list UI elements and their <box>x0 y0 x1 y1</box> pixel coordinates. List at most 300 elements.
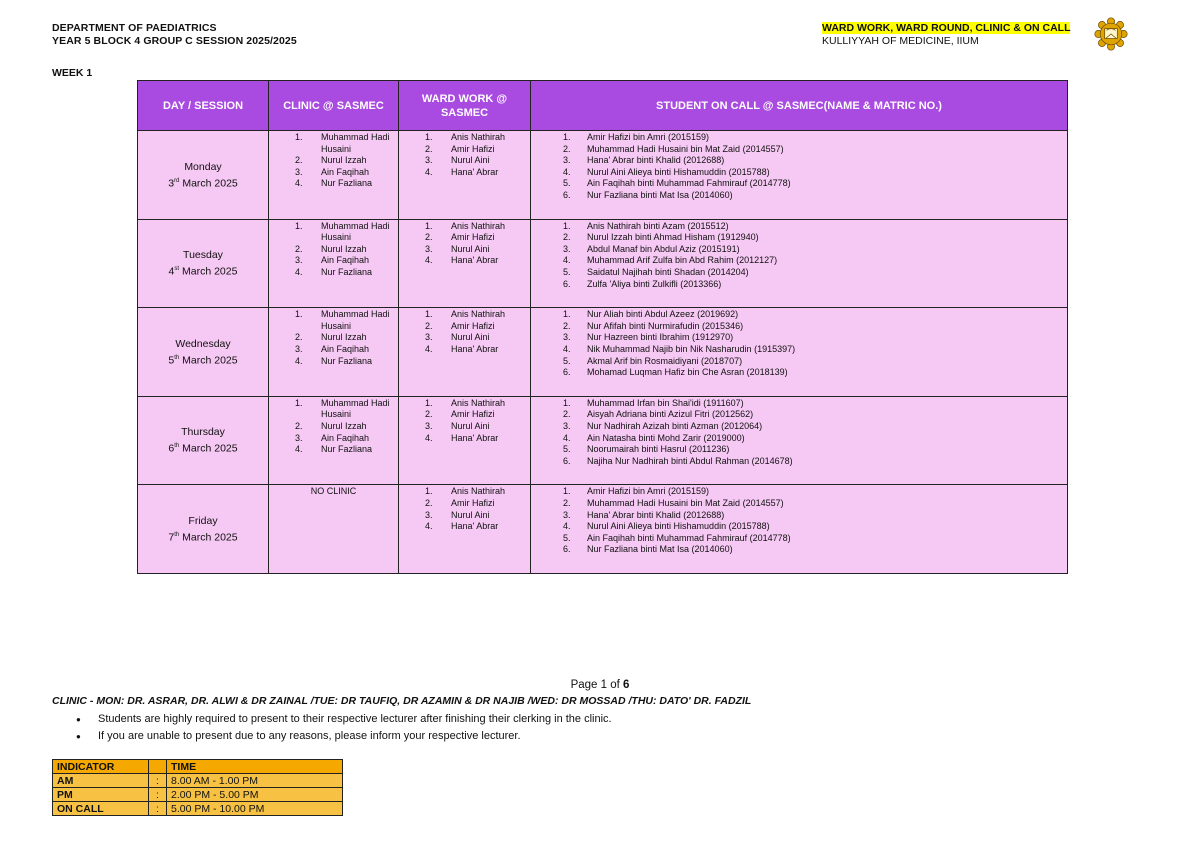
student-name: Anis Nathirah <box>451 486 506 497</box>
list-number: 4. <box>563 521 571 532</box>
indicator-row <box>53 802 343 816</box>
list-item <box>425 398 530 410</box>
list-item <box>563 255 1067 267</box>
student-name: Ain Faqihah binti Muhammad Fahmirauf (2014778) <box>587 532 791 543</box>
name-list <box>399 220 530 267</box>
list-item <box>563 332 1067 344</box>
list-item <box>563 267 1067 279</box>
list-number: 6. <box>563 544 571 555</box>
iium-crest-icon <box>1093 16 1129 52</box>
day-name: Tuesday <box>183 249 223 262</box>
page-number <box>0 679 1200 691</box>
list-number: 4. <box>425 343 433 354</box>
list-number: 1. <box>295 220 303 231</box>
time-header: TIME <box>167 760 343 774</box>
student-name: Muhammad Hadi Husaini bin Mat Zaid (2014557) <box>587 497 784 508</box>
name-list <box>531 485 1067 556</box>
name-list <box>531 220 1067 291</box>
clinic-lecturers-note: CLINIC - MON: DR. ASRAR, DR. ALWI & DR ZAINAL /TUE: DR TAUFIQ, DR AZAMIN & DR NAJIB /WED: DR MOSSAD /THU: DATO' DR. FADZIL <box>52 695 752 707</box>
indicator-table <box>52 759 343 816</box>
student-name: Muhammad Arif Zulfa bin Abd Rahim (2012127) <box>587 255 778 266</box>
list-item <box>563 456 1067 468</box>
list-number: 1. <box>295 309 303 320</box>
clinic-cell <box>269 308 399 397</box>
list-number: 4. <box>295 266 303 277</box>
date-suffix: th <box>174 443 180 450</box>
student-name: Nurul Izzah <box>321 332 367 343</box>
student-name: Muhammad Hadi Husaini <box>321 132 390 154</box>
indicator-colon: : <box>149 802 167 816</box>
list-item <box>425 309 530 321</box>
list-item <box>295 132 398 155</box>
list-item <box>295 155 398 167</box>
list-number: 4. <box>425 432 433 443</box>
date-suffix: rd <box>174 177 180 184</box>
list-number: 1. <box>425 309 433 320</box>
instructions-list <box>76 711 612 745</box>
list-item <box>295 444 398 456</box>
day-date <box>138 174 268 191</box>
list-number: 1. <box>563 132 571 142</box>
list-number: 3. <box>563 332 571 343</box>
list-item <box>425 498 530 510</box>
on-call-cell <box>531 396 1068 485</box>
list-number: 3. <box>563 509 571 520</box>
student-name: Nik Muhammad Najib bin Nik Nasharudin (1915397) <box>587 343 796 354</box>
list-item <box>295 255 398 267</box>
clinic-cell <box>269 485 399 574</box>
day-cell <box>138 131 269 220</box>
student-name: Nur Fazliana <box>321 266 373 277</box>
student-name: Anis Nathirah <box>451 220 506 231</box>
col-header-on-call: STUDENT ON CALL @ SASMEC(NAME & MATRIC NO.) <box>531 81 1068 131</box>
student-name: Mohamad Luqman Hafiz bin Che Asran (2018139) <box>587 367 788 378</box>
indicator-colon: : <box>149 788 167 802</box>
list-item <box>295 344 398 356</box>
student-name: Nur Fazliana binti Mat Isa (2014060) <box>587 189 733 200</box>
list-item <box>563 521 1067 533</box>
list-number: 1. <box>425 220 433 231</box>
list-item <box>425 433 530 445</box>
list-number: 6. <box>563 189 571 200</box>
col-header-clinic: CLINIC @ SASMEC <box>269 81 399 131</box>
col-header-ward: WARD WORK @ SASMEC <box>399 81 531 131</box>
table-row <box>138 485 1068 574</box>
list-number: 3. <box>563 243 571 254</box>
list-item <box>563 232 1067 244</box>
list-item <box>295 167 398 179</box>
day-cell <box>138 485 269 574</box>
student-name: Nurul Aini <box>451 509 490 520</box>
list-item <box>425 332 530 344</box>
indicator-time: 2.00 PM - 5.00 PM <box>167 788 343 802</box>
list-item <box>425 486 530 498</box>
list-number: 3. <box>425 243 433 254</box>
list-number: 2. <box>563 320 571 331</box>
day-date <box>138 528 268 545</box>
name-list <box>531 397 1067 468</box>
list-item <box>563 321 1067 333</box>
student-name: Hana' Abrar <box>451 432 499 443</box>
kulliyyah-title: KULLIYYAH OF MEDICINE, IIUM <box>822 35 979 47</box>
on-call-cell <box>531 485 1068 574</box>
list-item <box>563 309 1067 321</box>
list-number: 3. <box>295 166 303 177</box>
date-month: March 2025 <box>179 531 238 544</box>
name-list <box>269 308 398 367</box>
name-list <box>531 131 1067 202</box>
on-call-cell <box>531 131 1068 220</box>
on-call-cell <box>531 219 1068 308</box>
col-header-day: DAY / SESSION <box>138 81 269 131</box>
clinic-cell <box>269 131 399 220</box>
list-item <box>563 167 1067 179</box>
indicator-row <box>53 774 343 788</box>
student-name: Hana' Abrar <box>451 521 499 532</box>
list-item <box>295 267 398 279</box>
student-name: Saidatul Najihah binti Shadan (2014204) <box>587 266 749 277</box>
list-number: 6. <box>563 367 571 378</box>
list-number: 2. <box>425 143 433 154</box>
week-label: WEEK 1 <box>52 67 93 79</box>
list-number: 6. <box>563 278 571 289</box>
student-name: Nurul Aini Alieya binti Hishamuddin (2015788) <box>587 166 770 177</box>
list-item <box>425 255 530 267</box>
day-name: Wednesday <box>175 337 231 350</box>
list-item <box>425 167 530 179</box>
list-number: 4. <box>563 432 571 443</box>
list-item <box>295 356 398 368</box>
list-item <box>425 321 530 333</box>
date-month: March 2025 <box>179 265 238 278</box>
list-item <box>563 155 1067 167</box>
indicator-label: PM <box>53 788 149 802</box>
list-item <box>295 178 398 190</box>
student-name: Nurul Aini <box>451 243 490 254</box>
list-number: 3. <box>425 420 433 431</box>
ward-work-cell <box>399 219 531 308</box>
list-item <box>425 221 530 233</box>
name-list <box>399 131 530 178</box>
list-item <box>563 221 1067 233</box>
table-row <box>138 308 1068 397</box>
indicator-colon: : <box>149 774 167 788</box>
indicator-row <box>53 788 343 802</box>
schedule-title: WARD WORK, WARD ROUND, CLINIC & ON CALL <box>822 22 1071 34</box>
list-item <box>295 398 398 421</box>
student-name: Nurul Aini <box>451 420 490 431</box>
list-number: 4. <box>563 255 571 266</box>
date-number: 7 <box>168 531 175 544</box>
list-item <box>563 486 1067 498</box>
name-list <box>269 397 398 456</box>
list-item <box>563 244 1067 256</box>
list-item <box>563 367 1067 379</box>
header-left <box>52 22 297 48</box>
student-name: Nurul Izzah <box>321 420 367 431</box>
indicator-time: 8.00 AM - 1.00 PM <box>167 774 343 788</box>
student-name: Aisyah Adriana binti Azizul Fitri (2012562) <box>587 409 754 420</box>
list-item <box>563 510 1067 522</box>
list-number: 2. <box>425 232 433 243</box>
instruction-item: ● If you are unable to present due to any reasons, please inform your respective lecturer. <box>76 728 612 745</box>
list-item <box>425 132 530 144</box>
list-item <box>425 421 530 433</box>
page-prefix: Page 1 of <box>570 679 624 691</box>
list-number: 4. <box>425 521 433 532</box>
list-number: 4. <box>563 343 571 354</box>
indicator-separator <box>149 760 167 774</box>
student-name: Muhammad Hadi Husaini <box>321 309 390 331</box>
list-number: 4. <box>425 166 433 177</box>
list-item <box>563 356 1067 368</box>
student-name: Nur Afifah binti Nurmirafudin (2015346) <box>587 320 744 331</box>
list-item <box>563 544 1067 556</box>
student-name: Nurul Izzah <box>321 243 367 254</box>
table-header-row <box>138 81 1068 131</box>
indicator-header: INDICATOR <box>53 760 149 774</box>
list-item <box>563 132 1067 144</box>
ward-work-cell <box>399 308 531 397</box>
day-name: Monday <box>184 160 222 173</box>
no-clinic-label: NO CLINIC <box>310 486 357 497</box>
name-list <box>269 131 398 190</box>
student-name: Amir Hafizi <box>451 320 495 331</box>
list-number: 3. <box>425 155 433 166</box>
student-name: Muhammad Hadi Husaini <box>321 397 390 420</box>
list-number: 5. <box>563 532 571 543</box>
list-item <box>563 178 1067 190</box>
list-number: 3. <box>563 420 571 431</box>
list-item <box>563 344 1067 356</box>
student-name: Nur Fazliana <box>321 444 373 455</box>
department-title: DEPARTMENT OF PAEDIATRICS <box>52 22 217 34</box>
on-call-cell <box>531 308 1068 397</box>
list-number: 5. <box>563 444 571 455</box>
student-name: Nurul Aini <box>451 155 490 166</box>
list-item <box>563 190 1067 202</box>
student-name: Ain Natasha binti Mohd Zarir (2019000) <box>587 432 745 443</box>
ward-work-cell <box>399 396 531 485</box>
list-item <box>295 332 398 344</box>
schedule-table <box>137 80 1068 574</box>
list-number: 2. <box>295 155 303 166</box>
clinic-cell <box>269 396 399 485</box>
student-name: Abdul Manaf bin Abdul Aziz (2015191) <box>587 243 740 254</box>
student-name: Anis Nathirah <box>451 132 506 142</box>
student-name: Amir Hafizi <box>451 143 495 154</box>
list-number: 2. <box>425 497 433 508</box>
list-item <box>563 498 1067 510</box>
student-name: Hana' Abrar <box>451 343 499 354</box>
list-number: 3. <box>425 332 433 343</box>
indicator-label: ON CALL <box>53 802 149 816</box>
student-name: Nur Aliah binti Abdul Azeez (2019692) <box>587 309 739 320</box>
student-name: Anis Nathirah <box>451 309 506 320</box>
table-row <box>138 219 1068 308</box>
day-cell <box>138 396 269 485</box>
list-number: 3. <box>295 255 303 266</box>
day-cell <box>138 219 269 308</box>
day-name: Friday <box>188 514 218 527</box>
student-name: Nur Fazliana <box>321 355 373 366</box>
date-number: 4 <box>168 265 175 278</box>
list-item <box>563 144 1067 156</box>
list-item <box>295 244 398 256</box>
student-name: Amir Hafizi bin Amri (2015159) <box>587 132 710 142</box>
student-name: Nur Nadhirah Azizah binti Azman (2012064) <box>587 420 763 431</box>
student-name: Amir Hafizi <box>451 497 495 508</box>
list-number: 4. <box>295 178 303 189</box>
ward-work-cell <box>399 485 531 574</box>
date-month: March 2025 <box>179 177 238 190</box>
list-item <box>563 444 1067 456</box>
list-number: 4. <box>563 166 571 177</box>
list-number: 2. <box>295 332 303 343</box>
student-name: Najiha Nur Nadhirah binti Abdul Rahman (2014678) <box>587 455 793 466</box>
list-number: 5. <box>563 355 571 366</box>
student-name: Zulfa 'Aliya binti Zulkifli (2013366) <box>587 278 722 289</box>
list-item <box>563 421 1067 433</box>
list-number: 1. <box>295 132 303 142</box>
list-number: 4. <box>425 255 433 266</box>
list-number: 2. <box>425 409 433 420</box>
list-number: 3. <box>425 509 433 520</box>
student-name: Muhammad Irfan bin Shai'idi (1911607) <box>587 397 744 408</box>
list-number: 6. <box>563 455 571 466</box>
student-name: Ain Faqihah <box>321 255 370 266</box>
student-name: Muhammad Hadi Husaini <box>321 220 390 243</box>
list-number: 2. <box>425 320 433 331</box>
student-name: Hana' Abrar binti Khalid (2012688) <box>587 155 725 166</box>
session-title: YEAR 5 BLOCK 4 GROUP C SESSION 2025/2025 <box>52 35 297 47</box>
indicator-header-row <box>53 760 343 774</box>
student-name: Noorumairah binti Hasrul (2011236) <box>587 444 730 455</box>
name-list <box>269 220 398 279</box>
list-number: 1. <box>563 397 571 408</box>
list-number: 1. <box>425 397 433 408</box>
student-name: Anis Nathirah binti Azam (2015512) <box>587 220 729 231</box>
student-name: Ain Faqihah <box>321 432 370 443</box>
table-row <box>138 396 1068 485</box>
page-total: 6 <box>623 679 630 691</box>
list-number: 3. <box>295 432 303 443</box>
list-number: 2. <box>563 143 571 154</box>
student-name: Ain Faqihah <box>321 343 370 354</box>
date-number: 6 <box>168 442 175 455</box>
list-item <box>425 510 530 522</box>
list-number: 1. <box>425 132 433 142</box>
date-suffix: th <box>174 531 180 538</box>
list-item <box>425 409 530 421</box>
list-number: 5. <box>563 266 571 277</box>
list-number: 1. <box>563 486 571 497</box>
student-name: Amir Hafizi bin Amri (2015159) <box>587 486 710 497</box>
day-name: Thursday <box>181 426 225 439</box>
table-row <box>138 131 1068 220</box>
day-date <box>138 439 268 456</box>
date-month: March 2025 <box>179 442 238 455</box>
date-number: 3 <box>168 177 175 190</box>
student-name: Amir Hafizi <box>451 232 495 243</box>
list-item <box>563 398 1067 410</box>
list-item <box>563 279 1067 291</box>
student-name: Nur Fazliana <box>321 178 373 189</box>
clinic-cell <box>269 219 399 308</box>
day-date <box>138 351 268 368</box>
day-cell <box>138 308 269 397</box>
list-item <box>425 521 530 533</box>
student-name: Muhammad Hadi Husaini bin Mat Zaid (2014557) <box>587 143 784 154</box>
list-item <box>295 221 398 244</box>
list-number: 3. <box>563 155 571 166</box>
list-item <box>425 244 530 256</box>
instruction-item: ● Students are highly required to present to their respective lecturer after finishing their clerking in the clinic. <box>76 711 612 728</box>
list-number: 2. <box>295 420 303 431</box>
list-number: 4. <box>295 355 303 366</box>
list-item <box>425 344 530 356</box>
name-list <box>399 485 530 532</box>
student-name: Nur Fazliana binti Mat Isa (2014060) <box>587 544 733 555</box>
name-list <box>399 308 530 355</box>
list-number: 2. <box>563 497 571 508</box>
student-name: Nurul Aini Alieya binti Hishamuddin (2015788) <box>587 521 770 532</box>
name-list <box>531 308 1067 379</box>
student-name: Ain Faqihah binti Muhammad Fahmirauf (2014778) <box>587 178 791 189</box>
list-number: 5. <box>563 178 571 189</box>
list-item <box>295 421 398 433</box>
list-item <box>295 433 398 445</box>
student-name: Hana' Abrar <box>451 255 499 266</box>
student-name: Akmal Arif bin Rosmaidiyani (2018707) <box>587 355 743 366</box>
student-name: Anis Nathirah <box>451 397 506 408</box>
student-name: Amir Hafizi <box>451 409 495 420</box>
day-date <box>138 262 268 279</box>
name-list <box>399 397 530 444</box>
list-number: 2. <box>295 243 303 254</box>
list-item <box>425 155 530 167</box>
date-number: 5 <box>168 354 175 367</box>
student-name: Nurul Izzah <box>321 155 367 166</box>
student-name: Hana' Abrar binti Khalid (2012688) <box>587 509 725 520</box>
list-number: 1. <box>563 309 571 320</box>
list-number: 4. <box>295 444 303 455</box>
student-name: Ain Faqihah <box>321 166 370 177</box>
student-name: Nur Hazreen binti Ibrahim (1912970) <box>587 332 734 343</box>
student-name: Hana' Abrar <box>451 166 499 177</box>
list-number: 2. <box>563 409 571 420</box>
list-item <box>425 232 530 244</box>
list-item <box>425 144 530 156</box>
list-item <box>563 533 1067 545</box>
list-number: 3. <box>295 343 303 354</box>
student-name: Nurul Aini <box>451 332 490 343</box>
indicator-label: AM <box>53 774 149 788</box>
list-number: 1. <box>563 220 571 231</box>
list-number: 2. <box>563 232 571 243</box>
date-suffix: st <box>174 266 180 273</box>
date-suffix: th <box>174 354 180 361</box>
list-item <box>295 309 398 332</box>
student-name: Nurul Izzah binti Ahmad Hisham (1912940) <box>587 232 759 243</box>
header-right <box>822 22 1070 48</box>
list-item <box>563 433 1067 445</box>
indicator-time: 5.00 PM - 10.00 PM <box>167 802 343 816</box>
list-number: 1. <box>425 486 433 497</box>
date-month: March 2025 <box>179 354 238 367</box>
ward-work-cell <box>399 131 531 220</box>
list-number: 1. <box>295 397 303 408</box>
